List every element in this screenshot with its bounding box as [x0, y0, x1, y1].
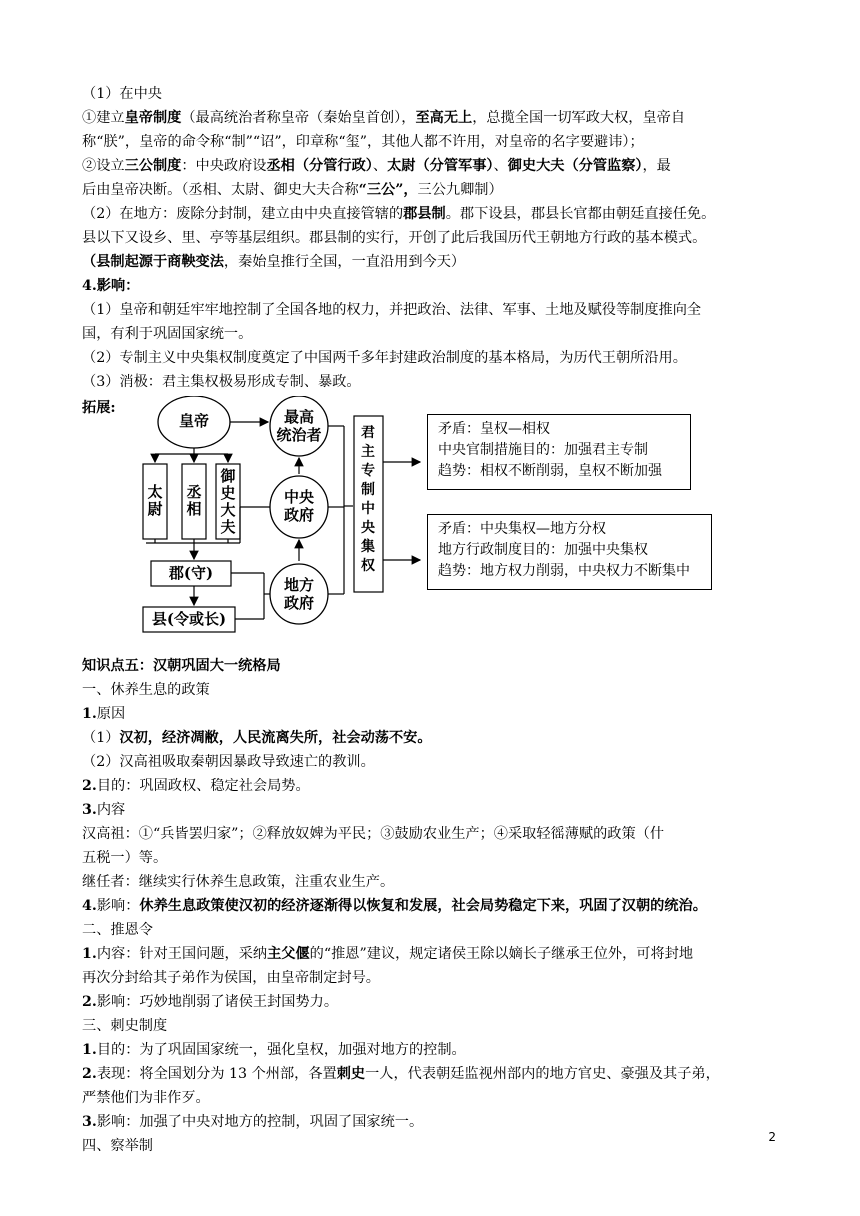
text-line: （2）专制主义中央集权制度奠定了中国两千多年封建政治制度的基本格局，为历代王朝所沿用。 — [82, 350, 687, 366]
central-gov-node: 中央 政府 — [283, 488, 314, 524]
text-line: ②设立三公制度：中央政府设丞相（分管行政）、太尉（分管军事）、御史大夫（分管监察），最 — [82, 158, 671, 174]
text-line: 三、刺史制度 — [82, 1018, 168, 1034]
document-page — [82, 82, 782, 1158]
taiwei-node: 太 尉 — [147, 483, 163, 518]
box-local-admin: 矛盾：中央集权—地方分权 地方行政制度目的：加强中央集权 趋势：地方权力削弱，中央权力不断集中 — [427, 514, 712, 590]
page-number: 2 — [768, 1130, 776, 1144]
local-gov-node: 地方 政府 — [283, 576, 314, 612]
expansion-diagram — [82, 396, 782, 654]
text-line: 3.影响：加强了中央对地方的控制，巩固了国家统一。 — [82, 1114, 424, 1130]
text-line: 3.内容 — [82, 802, 126, 818]
text-line: 四、察举制 — [82, 1138, 153, 1154]
text-line: 知识点五：汉朝巩固大一统格局 — [82, 658, 281, 674]
box-central-officials: 矛盾：皇权—相权 中央官制措施目的：加强君主专制 趋势：相权不断削弱，皇权不断加强 — [427, 414, 691, 490]
system-node: 君 主 专 制 中 央 集 权 — [361, 425, 375, 574]
text-line: ①建立皇帝制度（最高统治者称皇帝（秦始皇首创），至高无上，总揽全国一切军政大权，皇帝自 — [82, 110, 686, 126]
text-line: 继任者：继续实行休养生息政策，注重农业生产。 — [82, 874, 395, 890]
text-line: （1）汉初，经济凋敝，人民流离失所，社会动荡不安。 — [82, 730, 432, 746]
text-line: （县制起源于商鞅变法，秦始皇推行全国，一直沿用到今天） — [82, 254, 466, 270]
text-line: 后由皇帝决断。（丞相、太尉、御史大夫合称“三公”，三公九卿制） — [82, 182, 503, 198]
text-line: （2）汉高祖吸取秦朝因暴政导致速亡的教训。 — [82, 754, 375, 770]
text-line: 五税一）等。 — [82, 850, 168, 866]
text-line: 再次分封给其子弟作为侯国，由皇帝制定封号。 — [82, 970, 380, 986]
text-line: 1.原因 — [82, 706, 126, 722]
yushi-node: 御 史 大 夫 — [220, 467, 236, 536]
text-line: 汉高祖：①“兵皆罢归家”；②释放奴婢为平民；③鼓励农业生产；④采取轻徭薄赋的政策（什 — [82, 826, 665, 842]
chengxiang-node: 丞 相 — [186, 483, 202, 518]
text-line: 4.影响：休养生息政策使汉初的经济逐渐得以恢复和发展，社会局势稳定下来，巩固了汉朝的统治。 — [82, 898, 707, 914]
text-line: 1.目的：为了巩固国家统一，强化皇权，加强对地方的控制。 — [82, 1042, 466, 1058]
text-line: 一、休养生息的政策 — [82, 682, 210, 698]
text-line: 二、推恩令 — [82, 922, 153, 938]
section-text-bottom — [82, 654, 782, 1158]
text-line: 2.目的：巩固政权、稳定社会局势。 — [82, 778, 310, 794]
section-text-top — [82, 82, 782, 394]
text-line: 1.内容：针对王国问题，采纳主父偃的“推恩”建议，规定诸侯王除以嫡长子继承王位外，可将封地 — [82, 946, 694, 962]
text-line: （1）皇帝和朝廷牢牢地控制了全国各地的权力，并把政治、法律、军事、土地及赋役等制度推向全 — [82, 302, 702, 318]
emperor-node: 皇帝 — [178, 412, 209, 430]
text-line: 称“朕”，皇帝的命令称“制”“诏”，印章称“玺”，其他人都不许用，对皇帝的名字要避讳）； — [82, 134, 644, 150]
text-line: 县以下又设乡、里、亭等基层组织。郡县制的实行，开创了此后我国历代王朝地方行政的基本模式。 — [82, 230, 707, 246]
supreme-ruler-node: 最高 统治者 — [276, 408, 322, 444]
text-line: 2.表现：将全国划分为 13 个州部，各置刺史一人，代表朝廷监视州部内的地方官史、豪强及其子弟， — [82, 1066, 720, 1082]
text-line: （2）在地方：废除分封制，建立由中央直接管辖的郡县制。郡下设县，郡县长官都由朝廷直接任免。 — [82, 206, 716, 222]
text-line: （1）在中央 — [82, 86, 162, 102]
expand-label: 拓展: — [82, 400, 116, 416]
text-line: 国，有利于巩固国家统一。 — [82, 326, 253, 342]
jun-node: 郡(守) — [168, 564, 214, 582]
text-line: 4.影响： — [82, 278, 140, 294]
text-line: 严禁他们为非作歹。 — [82, 1090, 210, 1106]
xian-node: 县(令或长) — [151, 610, 227, 628]
text-line: （3）消极：君主集权极易形成专制、暴政。 — [82, 374, 361, 390]
text-line: 2.影响：巧妙地削弱了诸侯王封国势力。 — [82, 994, 339, 1010]
